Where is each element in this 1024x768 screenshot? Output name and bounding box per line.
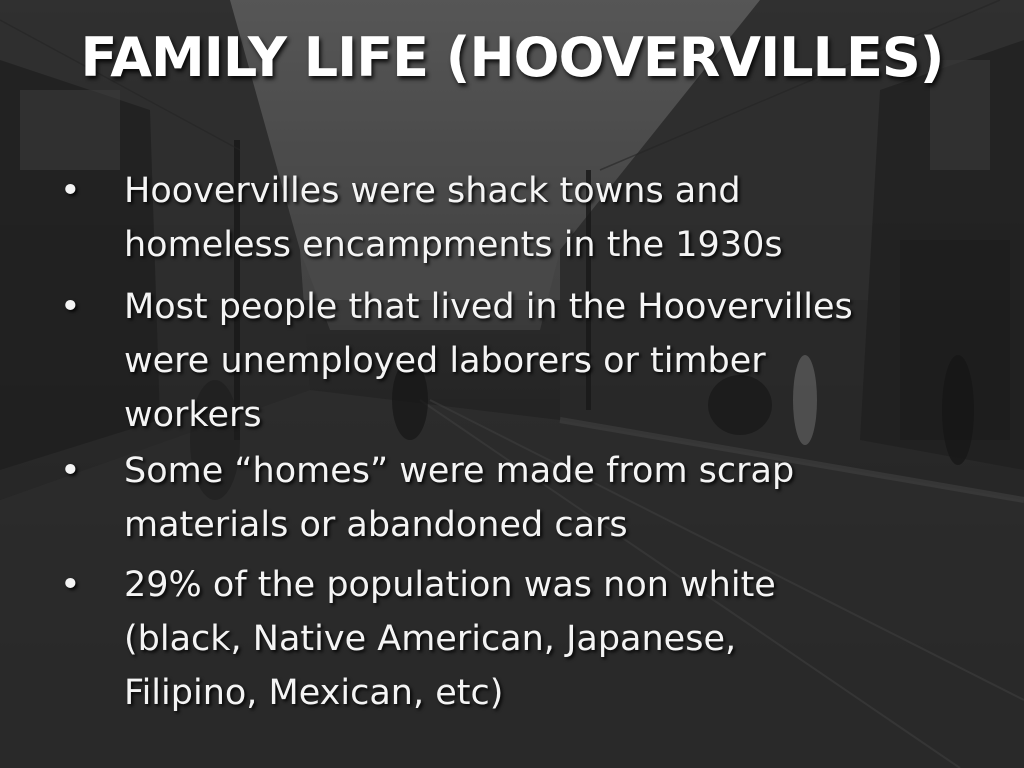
bullet-line: Most people that lived in the Hoovervilles bbox=[124, 287, 853, 327]
slide-title: FAMILY LIFE (HOOVERVILLES) bbox=[80, 26, 944, 89]
bullet-dot-icon: • bbox=[60, 565, 81, 605]
bullet-line: Some “homes” were made from scrap bbox=[124, 451, 795, 491]
bullet-dot-icon: • bbox=[60, 171, 81, 211]
bullet-line: materials or abandoned cars bbox=[124, 505, 628, 545]
bullet-line: homeless encampments in the 1930s bbox=[124, 225, 783, 265]
bullet-dot-icon: • bbox=[60, 287, 81, 327]
bullet-line: Hoovervilles were shack towns and bbox=[124, 171, 741, 211]
bullet-line: were unemployed laborers or timber bbox=[124, 341, 766, 381]
bullet-line: (black, Native American, Japanese, bbox=[124, 619, 737, 659]
bullet-list bbox=[0, 164, 1024, 713]
bullet-line: workers bbox=[124, 395, 262, 435]
bullet-line: Filipino, Mexican, etc) bbox=[124, 673, 504, 713]
bullet-text bbox=[124, 164, 924, 272]
bullet-line: 29% of the population was non white bbox=[124, 565, 776, 605]
bullet-text bbox=[124, 558, 924, 720]
bullet-dot-icon: • bbox=[60, 451, 81, 491]
bullet-text bbox=[124, 280, 924, 442]
bullet-text bbox=[124, 444, 924, 552]
